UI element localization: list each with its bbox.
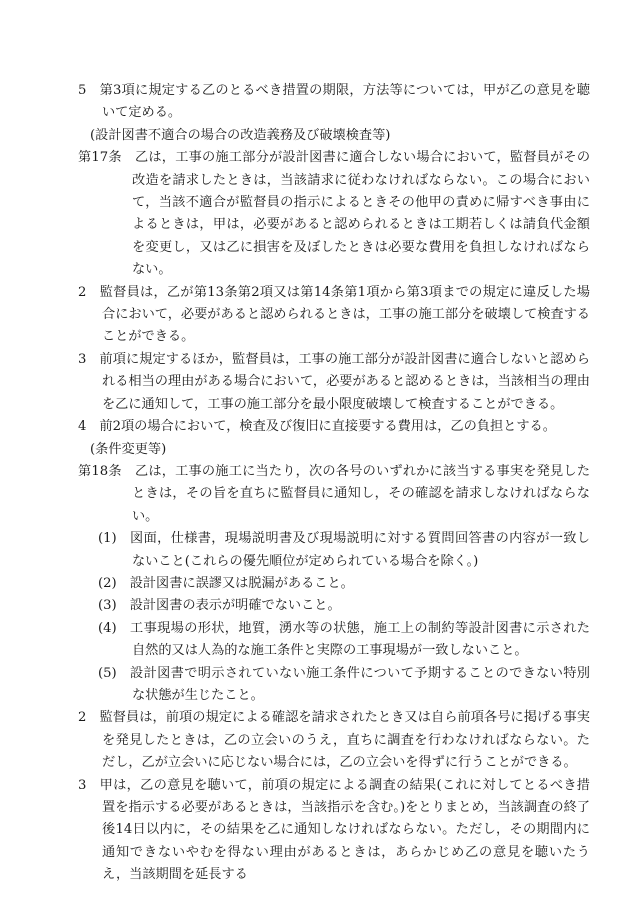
clause-text: 監督員は，乙が第13条第2項又は第14条第1項から第3項までの規定に違反した場合において，必要があると認められるときは，工事の施工部分を破壊して検査することができる。 [99,284,590,345]
sub-item-number: (1) [98,531,117,547]
sub-item [98,663,590,708]
article-caption: (設計図書不適合の場合の改造義務及び破壊検査等) [90,127,391,143]
clause-text: 第3項に規定する乙のとるべき措置の期限，方法等については，甲が乙の意見を聴いて定める。 [99,83,590,121]
clause-item [78,775,590,887]
sub-item-number: (2) [98,575,117,591]
clause-number: 2 [78,710,87,726]
sub-item [98,618,590,663]
clause-text: 前項に規定するほか，監督員は，工事の施工部分が設計図書に適合しないと認められる相当の理由がある場合において，必要があると認めるときは，当該相当の理由を乙に通知して，工事の施工部分を最小限度破壊して検査することができる。 [99,351,590,412]
article-paragraph [78,147,591,281]
sub-item [98,573,590,595]
sub-item [98,595,590,617]
clause-item [78,349,590,416]
article-heading: 第17条 [78,150,122,166]
sub-item-text: 設計図書の表示が明確でないこと。 [129,598,341,614]
sub-item [98,528,590,573]
clause-text: 前2項の場合において，検査及び復旧に直接要する費用は，乙の負担とする。 [99,419,556,435]
sub-item-number: (3) [98,598,117,614]
article-text: 乙は，工事の施工部分が設計図書に適合しない場合において，監督員がその改造を請求したときは，当該請求に従わなければならない。この場合において，当該不適合が監督員の指示によるときその他甲の責めに帰すべき事由によるときは，甲は，必要があると認められるときは工期若しくは請負代金額を変更し，又は乙に損害を及ぼしたときは必要な費用を負担しなければならない。 [132,150,591,278]
clause-item [78,282,590,349]
article-text: 乙は，工事の施工に当たり，次の各号のいずれかに該当する事実を発見したときは，その旨を直ちに監督員に通知し，その確認を請求しなければならない。 [132,463,591,524]
sub-item-text: 設計図書に誤謬又は脱漏があること。 [129,575,354,591]
article-heading: 第18条 [78,463,122,479]
sub-item-text: 設計図書で明示されていない施工条件について予期することのできない特別な状態が生じたこと。 [129,665,590,703]
sub-item-number: (4) [98,620,117,636]
article-paragraph [78,461,591,528]
clause-number: 5 [78,83,87,98]
clause-number: 3 [78,777,87,793]
clause-item [78,80,590,125]
clause-text: 甲は，乙の意見を聴いて，前項の規定による調査の結果(これに対してとるべき措置を指示する必要があるときは，当該指示を含む。)をとりまとめ，当該調査の終了後14日以内に，その結果を乙に通知しなければならない。ただし，その期間内に通知できないやむを得ない理由があるときは，あらかじめ乙の意見を聴いたうえ，当該期間を延長する [99,777,590,883]
sub-item-text: 図面，仕様書，現場説明書及び現場説明に対する質問回答書の内容が一致しないこと(これらの優先順位が定められている場合を除く。) [129,531,590,569]
clause-number: 2 [78,284,87,300]
clause-text: 監督員は，前項の規定による確認を請求されたとき又は自ら前項各号に掲げる事実を発見したときは，乙の立会いのうえ，直ちに調査を行わなければならない。ただし，乙が立会いに応じない場合には，乙の立会いを得ずに行うことができる。 [99,710,590,771]
sub-item-number: (5) [98,665,117,681]
article-caption: (条件変更等) [90,441,167,457]
clause-item [78,707,590,774]
clause-number: 4 [78,419,87,435]
sub-item-text: 工事現場の形状，地質，湧水等の状態，施工上の制約等設計図書に示された自然的又は人為的な施工条件と実際の工事現場が一致しないこと。 [129,620,590,659]
clause-item [78,416,590,438]
clause-number: 3 [78,351,87,367]
